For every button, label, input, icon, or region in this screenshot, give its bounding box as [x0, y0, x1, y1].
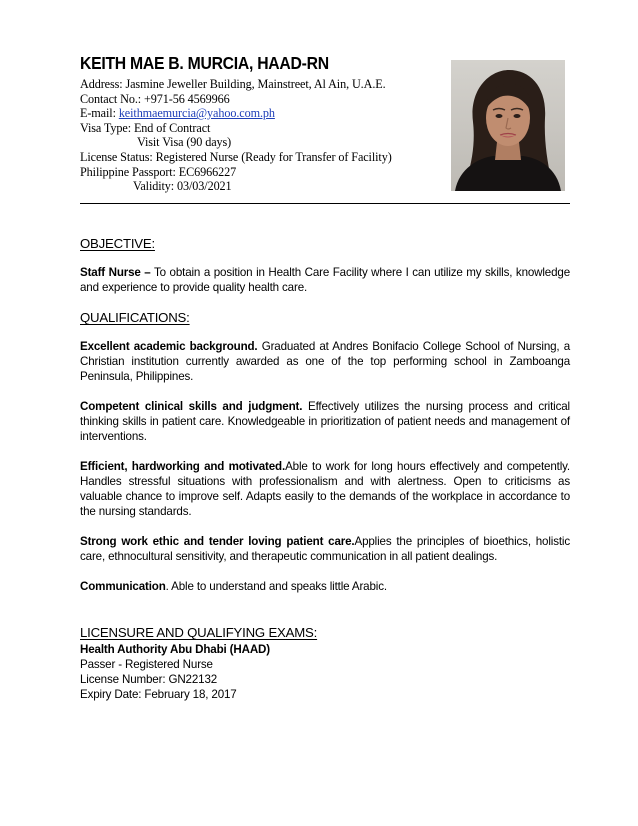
objective-lead: Staff Nurse – [80, 266, 151, 279]
qualification-text: Graduated at Andres Bonifacio College School of Nursing, a Christian institution currently awarded as one of the top performing school in Zamboanga Peninsula, Philippines. [80, 340, 570, 383]
qualification-lead: Excellent academic background. [80, 340, 258, 353]
qualification-lead: Communication [80, 580, 166, 593]
qualification-text: Effectively utilizes the nursing process and critical thinking skills in patient care. Knowledgeable in prioritization of patient needs and management of interventions. [80, 400, 570, 443]
visa-visit-line: Visit Visa (90 days) [137, 135, 232, 150]
passport-line: Philippine Passport: EC6966227 [80, 164, 237, 179]
visa-type-line: Visa Type: End of Contract [80, 120, 211, 135]
objective-heading: OBJECTIVE: [80, 236, 155, 251]
licensure-title [80, 642, 570, 657]
qualification-lead: Strong work ethic and tender loving patient care. [80, 535, 355, 548]
email-label: E-mail: [80, 106, 116, 121]
email-line [80, 106, 450, 121]
qualification-text: . Able to understand and speaks little Arabic. [165, 580, 387, 593]
objective-paragraph [80, 265, 570, 295]
license-status-line: License Status: Registered Nurse (Ready for Transfer of Facility) [80, 149, 392, 164]
contact-line: Contact No.: +971-56 4569966 [80, 91, 230, 106]
profile-photo [451, 60, 565, 191]
profile-photo-image [451, 60, 565, 191]
licensure-line: Passer - Registered Nurse [80, 658, 213, 671]
objective-text: To obtain a position in Health Care Facility where I can utilize my skills, knowledge and experience to provide quality health care. [80, 266, 571, 294]
qualification-text: Applies the principles of bioethics, holistic care, ethnocultural sensitivity, and therapeutic communication in all patient dealings. [80, 535, 570, 563]
resume-body [80, 235, 570, 702]
qualification-item [80, 534, 570, 564]
licensure-heading: LICENSURE AND QUALIFYING EXAMS: [80, 625, 318, 640]
licensure-title-text: Health Authority Abu Dhabi (HAAD) [80, 643, 270, 656]
qualification-item [80, 579, 570, 594]
qualification-lead: Competent clinical skills and judgment. [80, 400, 303, 413]
qualification-text: Able to work for long hours effectively and competently. Handles stressful situations with professionalism and with alertness. Open to criticisms as valuable chance to improve self. Adapts easily to the demands of the workplace in accordance to the nursing standards. [80, 460, 570, 518]
header-divider [80, 203, 570, 204]
qualification-item [80, 459, 570, 519]
validity-line: Validity: 03/03/2021 [133, 179, 232, 194]
licensure-line: License Number: GN22132 [80, 673, 218, 686]
qualification-item [80, 399, 570, 444]
qualifications-heading: QUALIFICATIONS: [80, 310, 190, 325]
qualification-lead: Efficient, hardworking and motivated. [80, 460, 286, 473]
applicant-name: KEITH MAE B. MURCIA, HAAD-RN [80, 53, 329, 73]
qualification-item [80, 339, 570, 384]
contact-header [80, 52, 450, 194]
address-line: Address: Jasmine Jeweller Building, Mainstreet, Al Ain, U.A.E. [80, 77, 386, 91]
email-link[interactable]: keithmaemurcia@yahoo.com.ph [118, 106, 275, 121]
licensure-line: Expiry Date: February 18, 2017 [80, 688, 237, 701]
